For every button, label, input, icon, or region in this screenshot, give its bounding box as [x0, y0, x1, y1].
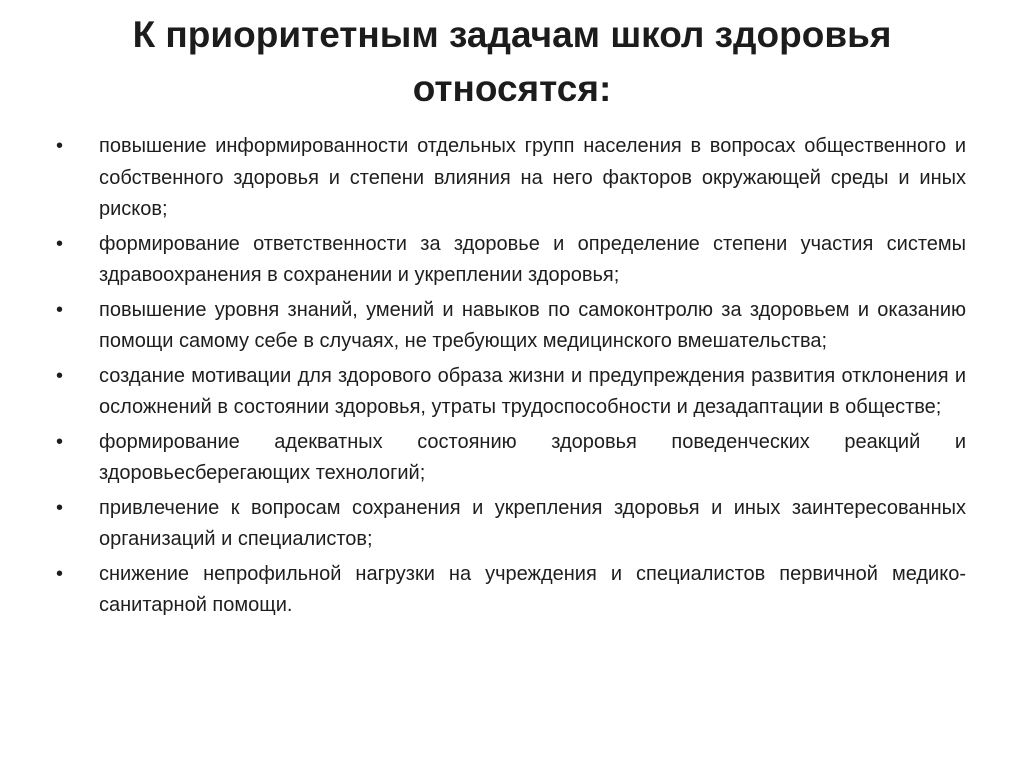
list-item-text: создание мотивации для здорового образа жизни и предупреждения развития отклонения и осложнений в состоянии здоровья, утраты трудоспособности и дезадаптации в обществе; — [99, 364, 966, 418]
bullet-icon: • — [56, 430, 64, 453]
slide-title: К приоритетным задачам школ здоровья относятся: — [132, 14, 892, 109]
list-item — [56, 229, 966, 292]
list-item-text: снижение непрофильной нагрузки на учреждения и специалистов первичной медико-санитарной помощи. — [99, 562, 966, 616]
list-item-text: повышение уровня знаний, умений и навыков по самоконтролю за здоровьем и оказанию помощи самому себе в случаях, не требующих медицинского вмешательства; — [99, 298, 966, 352]
bullet-icon: • — [56, 562, 64, 585]
list-item-text: повышение информированности отдельных групп населения в вопросах общественного и собственного здоровья и степени влияния на него факторов окружающей среды и иных рисков; — [99, 135, 966, 220]
list-item — [56, 559, 966, 622]
list-item-text: формирование адекватных состоянию здоровья поведенческих реакций и здоровьесберегающих технологий; — [99, 430, 966, 484]
bullet-icon: • — [56, 135, 64, 157]
list-item — [56, 295, 966, 358]
list-item — [56, 131, 966, 226]
bullet-icon: • — [56, 364, 64, 387]
bullet-icon: • — [56, 298, 64, 321]
bullet-icon: • — [56, 496, 64, 519]
list-item — [56, 427, 966, 490]
list-item — [56, 361, 966, 424]
bullet-icon: • — [56, 232, 64, 255]
priority-tasks-list — [56, 131, 966, 625]
list-item-text: формирование ответственности за здоровье и определение степени участия системы здравоохранения в сохранении и укреплении здоровья; — [99, 232, 966, 286]
list-item — [56, 493, 966, 556]
list-item-text: привлечение к вопросам сохранения и укрепления здоровья и иных заинтересованных организаций и специалистов; — [99, 496, 966, 550]
